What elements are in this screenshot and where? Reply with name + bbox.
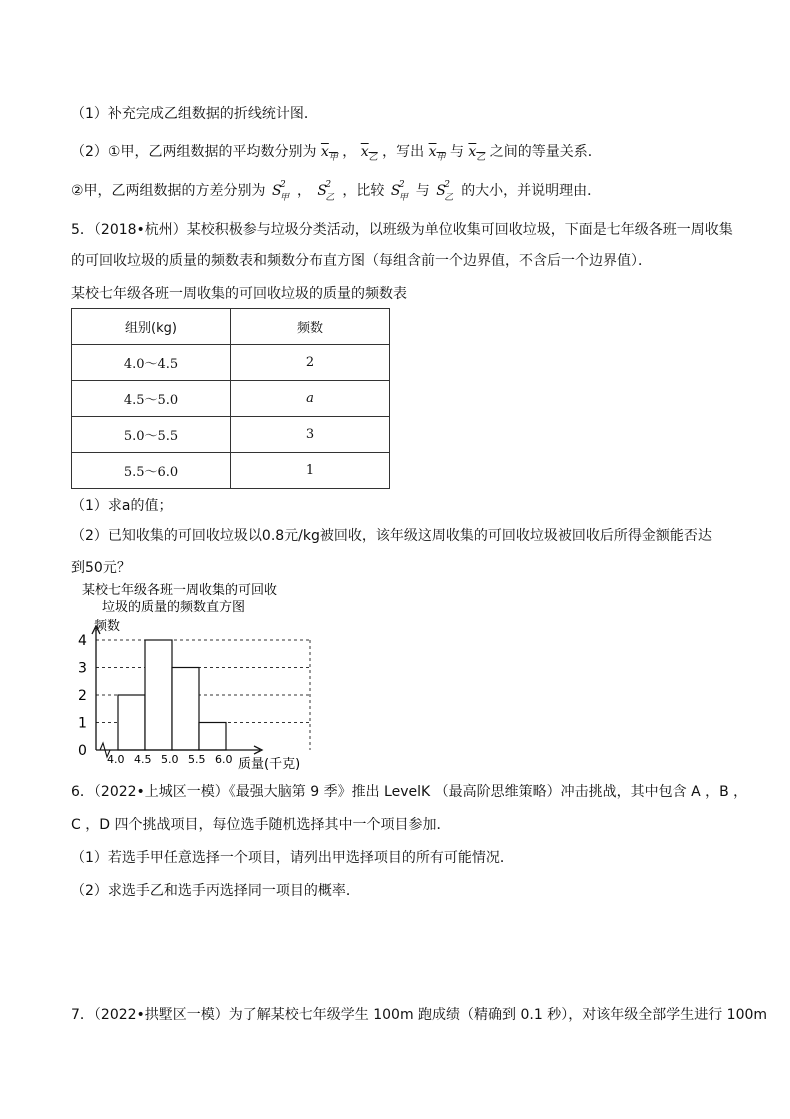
q5-sub2-line1: （2）已知收集的可回收垃圾以0.8元/kg被回收，该年级这周收集的可回收垃圾被回收后所得金额能否达: [71, 528, 712, 544]
q4-sub3: ②甲，乙两组数据的方差分别为 S 2 甲 ， S 2 乙 ，比较 S 2 甲 与 S 2 乙 的大小，并说明理由．: [71, 180, 602, 203]
xbar-jia-2: $x_甲$: [428, 144, 446, 163]
histogram-chart: [60, 578, 380, 774]
chart-title-line2: 垃圾的质量的频数直方图: [102, 600, 246, 615]
table-cell: 4.5～5.0: [72, 381, 231, 417]
q4-sub1: （1）补充完成乙组数据的折线统计图．: [71, 106, 318, 122]
q5-stem-line2: 的可回收垃圾的质量的频数表和频数分布直方图（每组含前一个边界值，不含后一个边界值）．: [71, 253, 652, 269]
table-row: [72, 417, 390, 453]
frequency-table: [71, 308, 390, 489]
variance-jia-2: S 2 甲: [390, 180, 408, 203]
x-tick-label: 6.0: [215, 753, 233, 766]
q6-sub2: （2）求选手乙和选手丙选择同一项目的概率．: [71, 883, 360, 899]
q5-stem-line1: 5．（2018•杭州）某校积极参与垃圾分类活动，以班级为单位收集可回收垃圾，下面是七年级各班一周收集: [71, 222, 733, 238]
table-header-cell: 组别(kg): [72, 309, 231, 345]
q4-sub2: （2）①甲，乙两组数据的平均数分别为 $x_甲$ ， $x_乙$ ，写出 $x_甲$ 与 $x_乙$ 之间的等量关系．: [71, 144, 602, 163]
q5-table-title: 某校七年级各班一周收集的可回收垃圾的质量的频数表: [71, 286, 407, 302]
table-cell: 3: [231, 417, 390, 453]
table-cell: 4.0～4.5: [72, 345, 231, 381]
table-cell: 5.0～5.5: [72, 417, 231, 453]
table-cell: 1: [231, 453, 390, 489]
table-header-row: [72, 309, 390, 345]
y-tick-label: 3: [78, 660, 87, 677]
table-cell: a: [231, 381, 390, 417]
x-tick-label: 5.0: [161, 753, 179, 766]
table-cell: 2: [231, 345, 390, 381]
xbar-yi: $x_乙$: [360, 144, 378, 163]
y-tick-label: 2: [78, 688, 87, 704]
chart-title-line1: 某校七年级各班一周收集的可回收: [82, 583, 278, 598]
xbar-jia: $x_甲$: [320, 144, 338, 163]
variance-yi: S 2 乙: [317, 180, 335, 203]
x-axis-label: 质量(千克): [238, 757, 301, 772]
y-axis-label: 频数: [94, 619, 121, 634]
q6-stem-line1: 6．（2022•上城区一模）《最强大脑第 9 季》推出 LevelK （最高阶思维策略）冲击挑战，其中包含 A ，B ，: [71, 784, 748, 800]
q7-stem-line1: 7．（2022•拱墅区一模）为了解某校七年级学生 100m 跑成绩（精确到 0.1 秒），对该年级全部学生进行 100m: [71, 1007, 768, 1023]
q5-sub1: （1）求a的值；: [71, 498, 173, 514]
variance-yi-2: S 2 乙: [436, 180, 454, 203]
variance-jia: S 2 甲: [272, 180, 290, 203]
histogram-bar: [199, 723, 226, 751]
table-row: [72, 345, 390, 381]
histogram-bar: [145, 640, 172, 750]
x-tick-label: 5.5: [188, 753, 206, 766]
table-header-cell: 频数: [231, 309, 390, 345]
y-tick-label: 1: [78, 715, 87, 732]
y-tick-label: 0: [78, 743, 87, 759]
q6-stem-line2: C ，D 四个挑战项目，每位选手随机选择其中一个项目参加．: [71, 817, 451, 833]
table-row: [72, 381, 390, 417]
q6-sub1: （1）若选手甲任意选择一个项目，请列出甲选择项目的所有可能情况．: [71, 850, 514, 866]
x-tick-label: 4.5: [134, 753, 152, 766]
histogram-bar: [172, 668, 199, 751]
table-cell: 5.5～6.0: [72, 453, 231, 489]
q5-sub2-line2: 到50元？: [71, 560, 131, 576]
table-row: [72, 453, 390, 489]
histogram-bar: [118, 695, 145, 750]
xbar-yi-2: $x_乙$: [468, 144, 486, 163]
y-tick-label: 4: [78, 633, 87, 649]
x-tick-label: 4.0: [107, 753, 125, 766]
